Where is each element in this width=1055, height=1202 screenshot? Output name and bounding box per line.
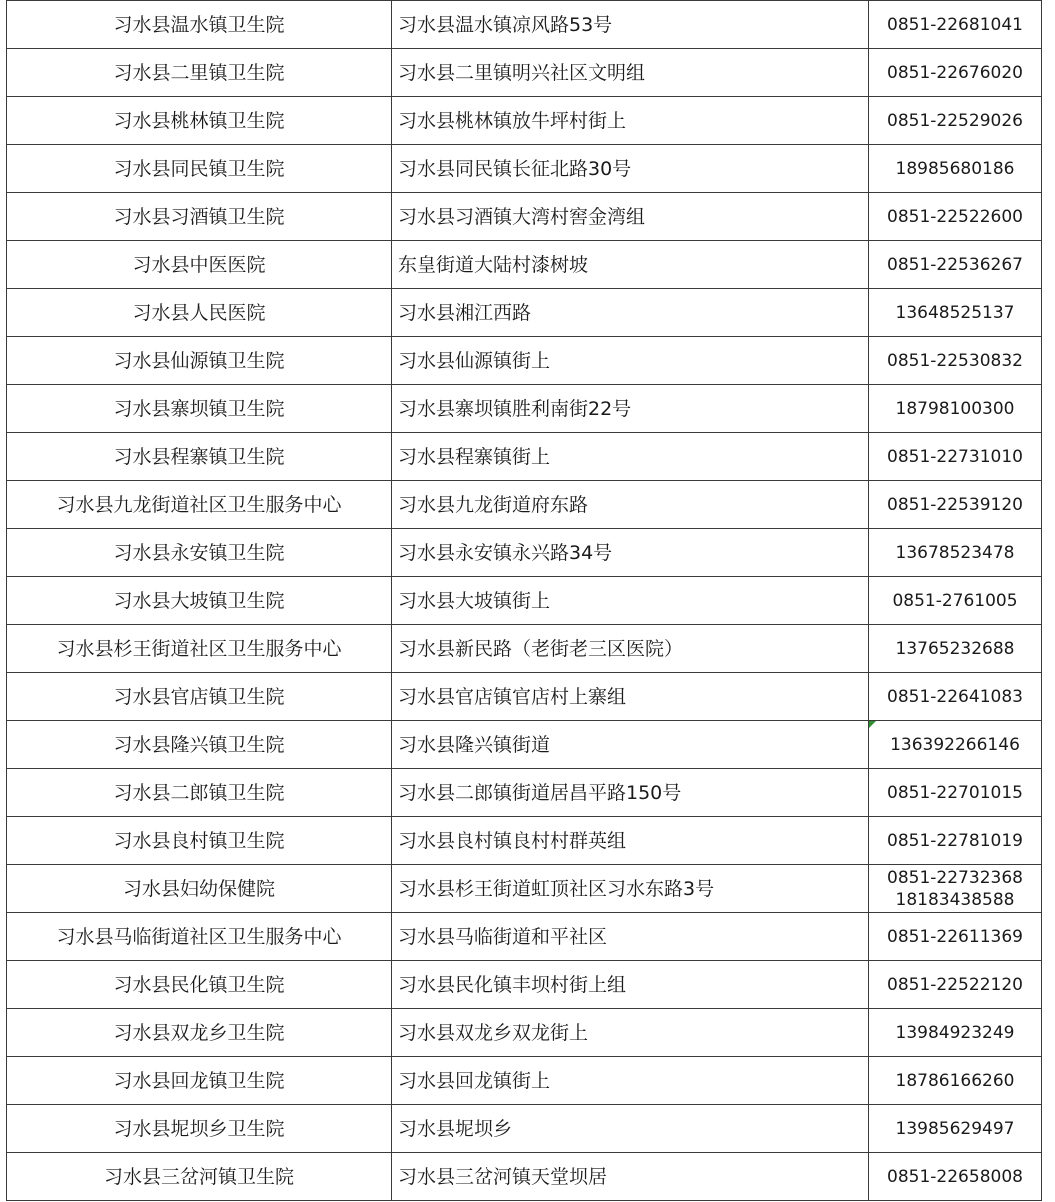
- table-row: [7, 817, 1042, 865]
- hospital-name-cell[interactable]: 习水县回龙镇卫生院: [7, 1057, 392, 1105]
- table-row: [7, 49, 1042, 97]
- phone-cell[interactable]: [869, 721, 1042, 769]
- hospital-name-cell[interactable]: 习水县桃林镇卫生院: [7, 97, 392, 145]
- phone-number: 0851-22676020: [887, 62, 1023, 83]
- table-row: [7, 865, 1042, 913]
- table-body: [7, 1, 1042, 1201]
- phone-cell[interactable]: [869, 193, 1042, 241]
- hospital-name-cell[interactable]: 习水县寨坝镇卫生院: [7, 385, 392, 433]
- table-row: [7, 97, 1042, 145]
- phone-cell[interactable]: [869, 1, 1042, 49]
- table-row: [7, 289, 1042, 337]
- phone-cell[interactable]: [869, 241, 1042, 289]
- phone-cell[interactable]: [869, 913, 1042, 961]
- table-row: [7, 913, 1042, 961]
- phone-cell[interactable]: [869, 289, 1042, 337]
- hospital-name-cell[interactable]: 习水县坭坝乡卫生院: [7, 1105, 392, 1153]
- table-row: [7, 481, 1042, 529]
- phone-cell[interactable]: [869, 1057, 1042, 1105]
- address-cell[interactable]: 习水县坭坝乡: [392, 1105, 869, 1153]
- spreadsheet: [6, 0, 1041, 1201]
- hospital-name-cell[interactable]: 习水县二里镇卫生院: [7, 49, 392, 97]
- phone-number: 136392266146: [890, 734, 1020, 755]
- hospital-name-cell[interactable]: 习水县大坡镇卫生院: [7, 577, 392, 625]
- table-row: [7, 1153, 1042, 1201]
- address-cell[interactable]: 习水县隆兴镇街道: [392, 721, 869, 769]
- phone-number: 18786166260: [895, 1070, 1015, 1091]
- phone-cell[interactable]: [869, 769, 1042, 817]
- hospital-name-cell[interactable]: 习水县马临街道社区卫生服务中心: [7, 913, 392, 961]
- phone-cell[interactable]: [869, 625, 1042, 673]
- phone-cell[interactable]: [869, 673, 1042, 721]
- address-cell[interactable]: 习水县同民镇长征北路30号: [392, 145, 869, 193]
- hospital-name-cell[interactable]: 习水县三岔河镇卫生院: [7, 1153, 392, 1201]
- hospital-name-cell[interactable]: 习水县隆兴镇卫生院: [7, 721, 392, 769]
- address-cell[interactable]: 习水县马临街道和平社区: [392, 913, 869, 961]
- phone-number: 13648525137: [895, 302, 1015, 323]
- table-row: [7, 769, 1042, 817]
- table-row: [7, 337, 1042, 385]
- phone-number: 0851-22781019: [887, 830, 1023, 851]
- address-cell[interactable]: 习水县良村镇良村村群英组: [392, 817, 869, 865]
- phone-cell[interactable]: [869, 385, 1042, 433]
- table-row: [7, 1057, 1042, 1105]
- table-row: [7, 385, 1042, 433]
- table-row: [7, 1105, 1042, 1153]
- hospital-name-cell[interactable]: 习水县官店镇卫生院: [7, 673, 392, 721]
- phone-number: 13985629497: [895, 1118, 1015, 1139]
- phone-number: 0851-22732368: [887, 867, 1023, 888]
- phone-cell[interactable]: [869, 1009, 1042, 1057]
- phone-number: 0851-22529026: [887, 110, 1023, 131]
- table-row: [7, 577, 1042, 625]
- address-cell[interactable]: 习水县仙源镇街上: [392, 337, 869, 385]
- hospital-name-cell[interactable]: 习水县良村镇卫生院: [7, 817, 392, 865]
- phone-number: 0851-22681041: [887, 14, 1023, 35]
- phone-cell[interactable]: [869, 1105, 1042, 1153]
- phone-cell[interactable]: [869, 961, 1042, 1009]
- hospital-name-cell[interactable]: 习水县九龙街道社区卫生服务中心: [7, 481, 392, 529]
- table-row: [7, 673, 1042, 721]
- hospital-directory-table: [6, 0, 1042, 1201]
- phone-cell[interactable]: [869, 481, 1042, 529]
- phone-number: 0851-22522600: [887, 206, 1023, 227]
- phone-number: 13678523478: [895, 542, 1015, 563]
- hospital-name-cell[interactable]: 习水县程寨镇卫生院: [7, 433, 392, 481]
- phone-number: 13765232688: [895, 638, 1015, 659]
- address-cell[interactable]: 习水县官店镇官店村上寨组: [392, 673, 869, 721]
- phone-number: 0851-22701015: [887, 782, 1023, 803]
- address-cell[interactable]: 习水县永安镇永兴路34号: [392, 529, 869, 577]
- hospital-name-cell[interactable]: 习水县人民医院: [7, 289, 392, 337]
- hospital-name-cell[interactable]: 习水县中医医院: [7, 241, 392, 289]
- address-cell[interactable]: 习水县九龙街道府东路: [392, 481, 869, 529]
- address-cell[interactable]: 习水县新民路（老街老三区医院）: [392, 625, 869, 673]
- phone-number: 18183438588: [895, 889, 1015, 910]
- address-cell[interactable]: 习水县温水镇凉风路53号: [392, 1, 869, 49]
- table-row: [7, 961, 1042, 1009]
- phone-number: 18985680186: [895, 158, 1015, 179]
- hospital-name-cell[interactable]: 习水县妇幼保健院: [7, 865, 392, 913]
- table-row: [7, 625, 1042, 673]
- phone-number: 0851-22536267: [887, 254, 1023, 275]
- address-cell[interactable]: 习水县杉王街道虹顶社区习水东路3号: [392, 865, 869, 913]
- phone-cell[interactable]: [869, 97, 1042, 145]
- phone-cell[interactable]: [869, 49, 1042, 97]
- phone-number: 0851-2761005: [892, 590, 1018, 611]
- phone-cell[interactable]: [869, 1153, 1042, 1201]
- phone-cell[interactable]: [869, 865, 1042, 913]
- table-row: [7, 529, 1042, 577]
- phone-number: 0851-22539120: [887, 494, 1023, 515]
- phone-cell[interactable]: [869, 433, 1042, 481]
- phone-number: 13984923249: [895, 1022, 1015, 1043]
- hospital-name-cell[interactable]: 习水县同民镇卫生院: [7, 145, 392, 193]
- phone-number: 0851-22658008: [887, 1166, 1023, 1187]
- hospital-name-cell[interactable]: 习水县杉王街道社区卫生服务中心: [7, 625, 392, 673]
- table-row: [7, 145, 1042, 193]
- hospital-name-cell[interactable]: 习水县永安镇卫生院: [7, 529, 392, 577]
- address-cell[interactable]: 习水县程寨镇街上: [392, 433, 869, 481]
- phone-number: 0851-22522120: [887, 974, 1023, 995]
- hospital-name-cell[interactable]: 习水县二郎镇卫生院: [7, 769, 392, 817]
- address-cell[interactable]: 习水县三岔河镇天堂坝居: [392, 1153, 869, 1201]
- table-row: [7, 193, 1042, 241]
- phone-cell[interactable]: [869, 577, 1042, 625]
- phone-cell[interactable]: [869, 529, 1042, 577]
- address-cell[interactable]: 习水县二郎镇街道居昌平路150号: [392, 769, 869, 817]
- address-cell[interactable]: 习水县大坡镇街上: [392, 577, 869, 625]
- table-row: [7, 1, 1042, 49]
- phone-number: 0851-22731010: [887, 446, 1023, 467]
- phone-number: 0851-22611369: [887, 926, 1023, 947]
- address-cell[interactable]: 习水县桃林镇放牛坪村街上: [392, 97, 869, 145]
- cell-comment-indicator-icon[interactable]: [869, 721, 876, 728]
- phone-number: 0851-22641083: [887, 686, 1023, 707]
- table-row: [7, 1009, 1042, 1057]
- address-cell[interactable]: 习水县双龙乡双龙街上: [392, 1009, 869, 1057]
- address-cell[interactable]: 习水县湘江西路: [392, 289, 869, 337]
- table-row: [7, 433, 1042, 481]
- hospital-name-cell[interactable]: 习水县民化镇卫生院: [7, 961, 392, 1009]
- hospital-name-cell[interactable]: 习水县温水镇卫生院: [7, 1, 392, 49]
- phone-cell[interactable]: [869, 145, 1042, 193]
- address-cell[interactable]: 习水县二里镇明兴社区文明组: [392, 49, 869, 97]
- phone-cell[interactable]: [869, 337, 1042, 385]
- address-cell[interactable]: 习水县寨坝镇胜利南街22号: [392, 385, 869, 433]
- address-cell[interactable]: 习水县民化镇丰坝村街上组: [392, 961, 869, 1009]
- address-cell[interactable]: 东皇街道大陆村漆树坡: [392, 241, 869, 289]
- address-cell[interactable]: 习水县习酒镇大湾村窖金湾组: [392, 193, 869, 241]
- table-row: [7, 721, 1042, 769]
- address-cell[interactable]: 习水县回龙镇街上: [392, 1057, 869, 1105]
- phone-number: 18798100300: [895, 398, 1015, 419]
- hospital-name-cell[interactable]: 习水县双龙乡卫生院: [7, 1009, 392, 1057]
- table-row: [7, 241, 1042, 289]
- hospital-name-cell[interactable]: 习水县仙源镇卫生院: [7, 337, 392, 385]
- phone-cell[interactable]: [869, 817, 1042, 865]
- phone-number: 0851-22530832: [887, 350, 1023, 371]
- hospital-name-cell[interactable]: 习水县习酒镇卫生院: [7, 193, 392, 241]
